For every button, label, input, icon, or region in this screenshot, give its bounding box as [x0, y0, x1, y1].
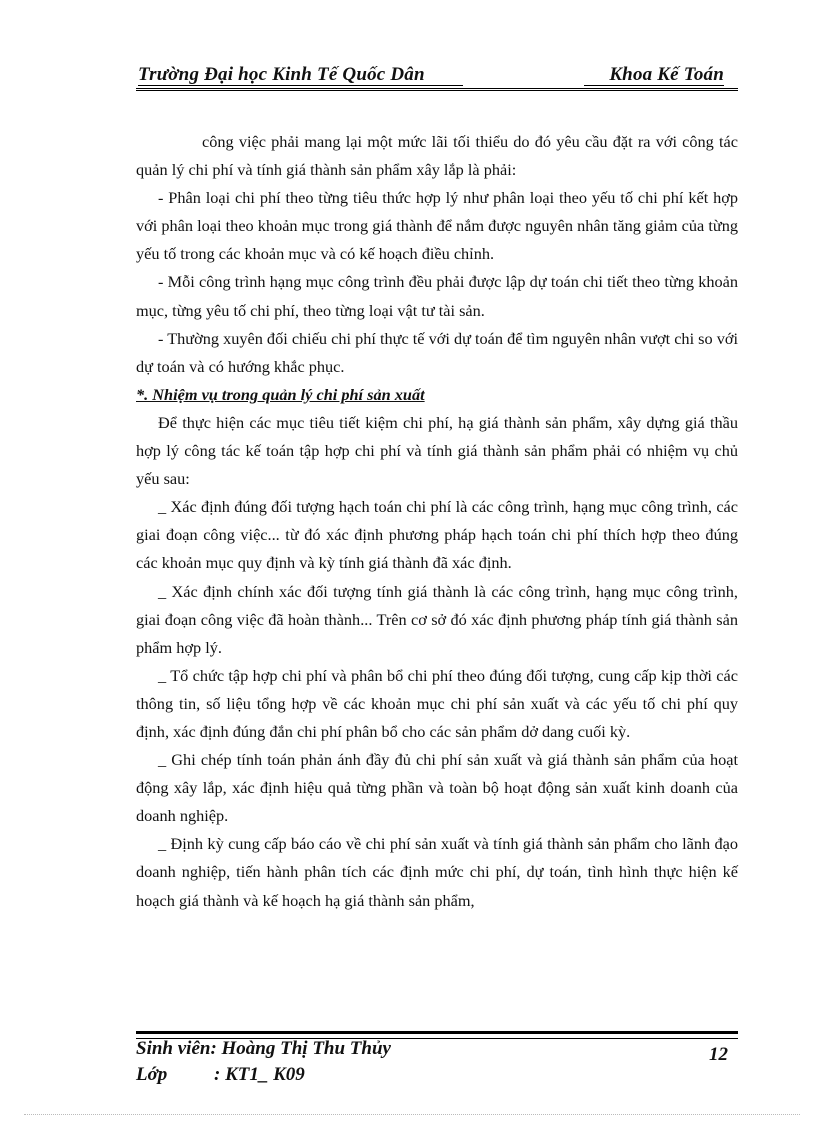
header-school-underline: [138, 85, 463, 86]
paragraph: _ Định kỳ cung cấp báo cáo về chi phí sản xuất và tính giá thành sản phẩm cho lãnh đạo doanh nghiệp, tiến hành phân tích các định mức chi phí, dự toán, tình hình thực hiện kế hoạch giá thành và kế hoạch hạ giá thành sản phẩm,: [136, 834, 738, 910]
page-header: [136, 60, 738, 90]
footer-class-label: Lớp: [136, 1064, 168, 1085]
footer-class-value: : KT1_ K09: [214, 1064, 305, 1085]
paragraph: - Mỗi công trình hạng mục công trình đều phải được lập dự toán chi tiết theo từng khoản mục, từng yêu tố chi phí, theo từng loại vật tư tài sản.: [136, 272, 738, 320]
page-edge-divider: [24, 1114, 800, 1115]
paragraph: - Thường xuyên đối chiếu chi phí thực tế với dự toán để tìm nguyên nhân vượt chi so với dự toán và có hướng khắc phục.: [136, 328, 738, 376]
document-body: [136, 128, 738, 915]
paragraph: _ Tổ chức tập hợp chi phí và phân bổ chi phí theo đúng đối tượng, cung cấp kịp thời các thông tin, số liệu tổng hợp về các khoản mục chi phí sản xuất và các yếu tố chi phí quy định, xác định đúng đắn chi phí phân bổ cho các sản phẩm dở dang cuối kỳ.: [136, 665, 738, 741]
section-heading-text: *. Nhiệm vụ trong quản lý chi phí sản xuất: [136, 384, 425, 404]
paragraph: _ Ghi chép tính toán phản ánh đầy đủ chi phí sản xuất và giá thành sản phẩm của hoạt động xây lắp, xác định hiệu quả từng phần và toàn bộ hoạt động sản xuất kinh doanh của doanh nghiệp.: [136, 750, 738, 826]
paragraph: _ Xác định chính xác đối tượng tính giá thành là các công trình, hạng mục công trình, giai đoạn công việc đã hoàn thành... Trên cơ sở đó xác định phương pháp tính giá thành sản phẩm hợp lý.: [136, 581, 738, 657]
page-number: 12: [709, 1044, 728, 1065]
paragraph: _ Xác định đúng đối tượng hạch toán chi phí là các công trình, hạng mục công trình, các giai đoạn công việc... từ đó xác định phương pháp hạch toán chi phí thích hợp theo đúng các khoản mục quy định và kỳ tính giá thành đã xác định.: [136, 497, 738, 573]
paragraph: công việc phải mang lại một mức lãi tối thiểu do đó yêu cầu đặt ra với công tác quản lý chi phí và tính giá thành sản phẩm xây lắp là phải:: [136, 132, 738, 180]
header-department-underline: [584, 85, 724, 86]
header-department: Khoa Kế Toán: [609, 64, 724, 85]
header-school: Trường Đại học Kinh Tế Quốc Dân: [138, 64, 425, 85]
page-footer: [136, 1038, 738, 1094]
paragraph: Để thực hiện các mục tiêu tiết kiệm chi phí, hạ giá thành sản phẩm, xây dựng giá thầu hợp lý công tác kế toán tập hợp chi phí và tính giá thành sản phẩm phải có nhiệm vụ chủ yếu sau:: [136, 412, 738, 489]
paragraph: - Phân loại chi phí theo từng tiêu thức hợp lý như phân loại theo yếu tố chi phí kết hợp với phân loại theo khoản mục trong giá thành để nắm được nguyên nhân tăng giảm của từng yếu tố trong các khoản mục và có kế hoạch điều chỉnh.: [136, 188, 738, 264]
section-heading: [136, 381, 738, 409]
footer-student: Sinh viên: Hoàng Thị Thu Thủy: [136, 1038, 391, 1059]
header-rule: [136, 88, 738, 91]
